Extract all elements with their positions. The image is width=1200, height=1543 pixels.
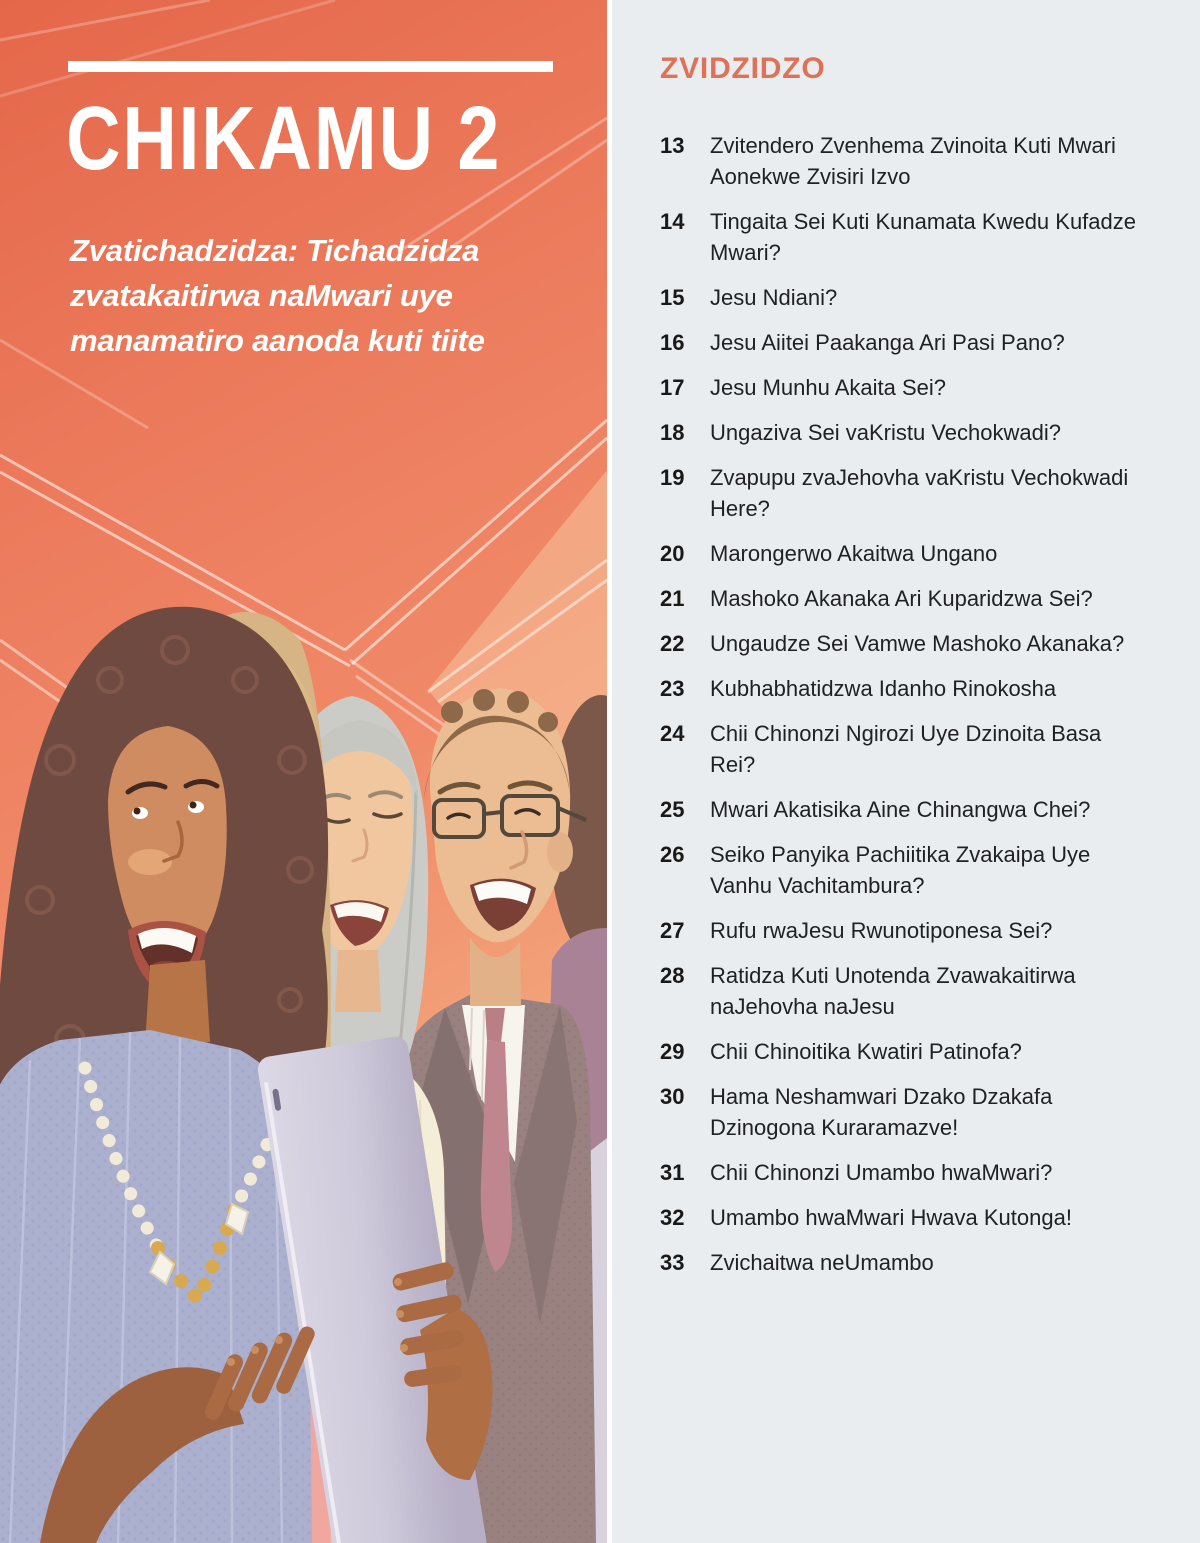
section-title: CHIKAMU 2 [66, 89, 502, 189]
toc-item[interactable] [660, 1036, 1140, 1067]
toc-item-number: 27 [660, 918, 685, 943]
toc-item-title: Jesu Ndiani? [710, 285, 838, 310]
toc-item[interactable] [660, 1157, 1140, 1188]
toc-item-number: 20 [660, 541, 685, 566]
toc-item-number: 15 [660, 285, 685, 310]
toc-item-number: 26 [660, 842, 685, 867]
toc-list [660, 130, 1140, 1278]
toc-item[interactable] [660, 206, 1140, 268]
toc-heading: ZVIDZIDZO [660, 52, 826, 85]
toc-item[interactable] [660, 372, 1140, 403]
toc-item[interactable] [660, 417, 1140, 448]
toc-item-number: 24 [660, 721, 685, 746]
toc-item[interactable] [660, 960, 1140, 1022]
toc-item-number: 18 [660, 420, 685, 445]
toc-item[interactable] [660, 628, 1140, 659]
toc-item-number: 14 [660, 209, 685, 234]
section-subtitle: Zvatichadzidza: Tichadzidza zvatakaitirwa naMwari uye manamatiro aanoda kuti tiite [70, 233, 485, 358]
toc-item-number: 21 [660, 586, 685, 611]
toc-item-number: 28 [660, 963, 685, 988]
toc-item-title: Mwari Akatisika Aine Chinangwa Chei? [710, 797, 1091, 822]
toc-item-title: Jesu Aiitei Paakanga Ari Pasi Pano? [710, 330, 1065, 355]
toc-item[interactable] [660, 1247, 1140, 1278]
toc-item[interactable] [660, 462, 1140, 524]
toc-item[interactable] [660, 794, 1140, 825]
toc-item[interactable] [660, 839, 1140, 901]
toc-item-title: Marongerwo Akaitwa Ungano [710, 541, 998, 566]
toc-item-number: 22 [660, 631, 685, 656]
toc-item-number: 30 [660, 1084, 685, 1109]
toc-item-title: Tingaita Sei Kuti Kunamata Kwedu Kufadze Mwari? [710, 209, 1137, 265]
toc-item-number: 29 [660, 1039, 685, 1064]
toc-item-number: 17 [660, 375, 685, 400]
toc-item-title: Umambo hwaMwari Hwava Kutonga! [710, 1205, 1072, 1230]
toc-item[interactable] [660, 1202, 1140, 1233]
toc-item-title: Seiko Panyika Pachiitika Zvakaipa Uye Vanhu Vachitambura? [710, 842, 1091, 898]
accent-bar [68, 61, 553, 72]
toc-item[interactable] [660, 915, 1140, 946]
toc-item-number: 23 [660, 676, 685, 701]
toc-item-title: Kubhabhatidzwa Idanho Rinokosha [710, 676, 1057, 701]
toc-item[interactable] [660, 583, 1140, 614]
toc-item-title: Ungaziva Sei vaKristu Vechokwadi? [710, 420, 1061, 445]
toc-item-title: Ratidza Kuti Unotenda Zvawakaitirwa naJehovha naJesu [710, 963, 1076, 1019]
toc-item-number: 33 [660, 1250, 685, 1275]
toc-item-title: Chii Chinonzi Umambo hwaMwari? [710, 1160, 1053, 1185]
toc-item-number: 19 [660, 465, 685, 490]
toc-item-number: 25 [660, 797, 685, 822]
toc-item-title: Zvapupu zvaJehovha vaKristu Vechokwadi Here? [710, 465, 1129, 521]
toc-item[interactable] [660, 673, 1140, 704]
toc-item-number: 13 [660, 133, 685, 158]
toc-item-title: Mashoko Akanaka Ari Kuparidzwa Sei? [710, 586, 1093, 611]
toc-item[interactable] [660, 327, 1140, 358]
toc-item-title: Zvichaitwa neUmambo [710, 1250, 934, 1275]
toc-item[interactable] [660, 282, 1140, 313]
toc-item-title: Jesu Munhu Akaita Sei? [710, 375, 947, 400]
toc-item-number: 31 [660, 1160, 685, 1185]
toc-item[interactable] [660, 538, 1140, 569]
toc-item-title: Hama Neshamwari Dzako Dzakafa Dzinogona Kuraramazve! [710, 1084, 1053, 1140]
toc-item[interactable] [660, 1081, 1140, 1143]
toc-item-title: Rufu rwaJesu Rwunotiponesa Sei? [710, 918, 1053, 943]
toc-item-title: Chii Chinoitika Kwatiri Patinofa? [710, 1039, 1022, 1064]
toc-item-title: Ungaudze Sei Vamwe Mashoko Akanaka? [710, 631, 1125, 656]
toc-item-number: 32 [660, 1205, 685, 1230]
toc-item-title: Zvitendero Zvenhema Zvinoita Kuti Mwari Aonekwe Zvisiri Izvo [710, 133, 1116, 189]
toc-panel [612, 0, 1200, 1543]
toc-item-number: 16 [660, 330, 685, 355]
toc-item-title: Chii Chinonzi Ngirozi Uye Dzinoita Basa Rei? [710, 721, 1102, 777]
toc-item[interactable] [660, 718, 1140, 780]
toc-item[interactable] [660, 130, 1140, 192]
